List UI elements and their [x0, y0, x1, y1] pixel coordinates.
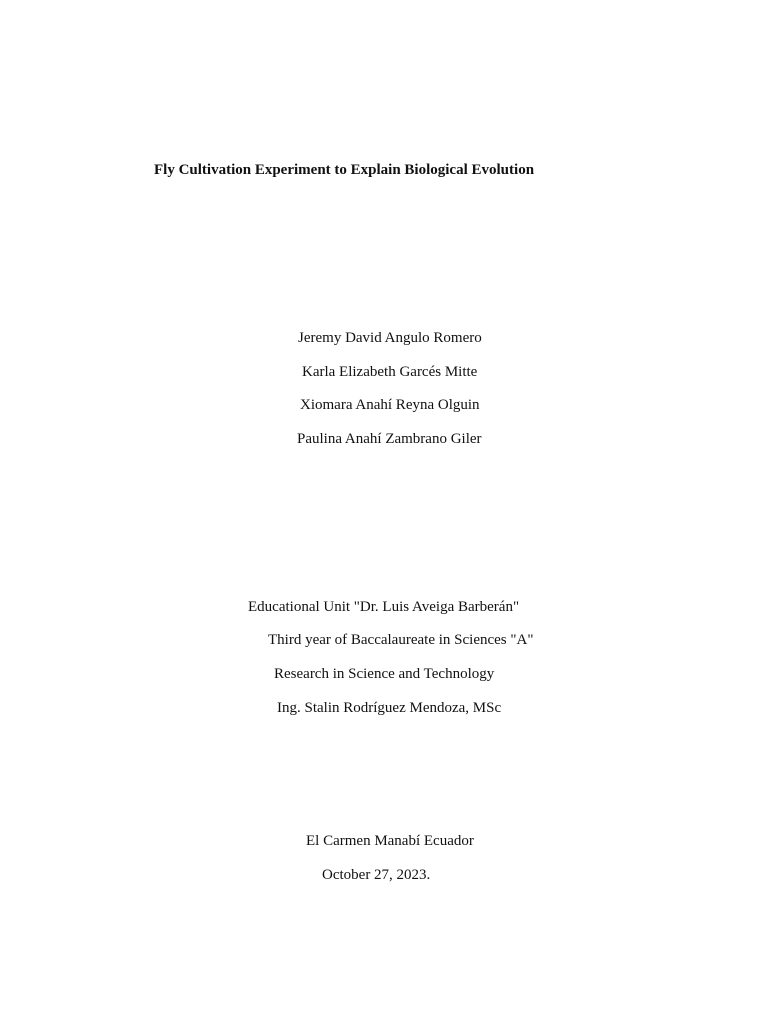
author-1: Jeremy David Angulo Romero	[298, 330, 482, 346]
document-title: Fly Cultivation Experiment to Explain Biological Evolution	[154, 162, 535, 178]
institution-teacher: Ing. Stalin Rodríguez Mendoza, MSc	[277, 700, 502, 716]
author-3: Xiomara Anahí Reyna Olguin	[300, 397, 480, 413]
institution-subject: Research in Science and Technology	[274, 666, 495, 682]
institution-course: Third year of Baccalaureate in Sciences "A"	[268, 632, 534, 648]
document-date: October 27, 2023.	[322, 867, 431, 883]
author-2: Karla Elizabeth Garcés Mitte	[302, 364, 478, 380]
document-location: El Carmen Manabí Ecuador	[306, 833, 474, 849]
author-4: Paulina Anahí Zambrano Giler	[297, 431, 482, 447]
institution-school: Educational Unit "Dr. Luis Aveiga Barberán"	[248, 599, 520, 615]
